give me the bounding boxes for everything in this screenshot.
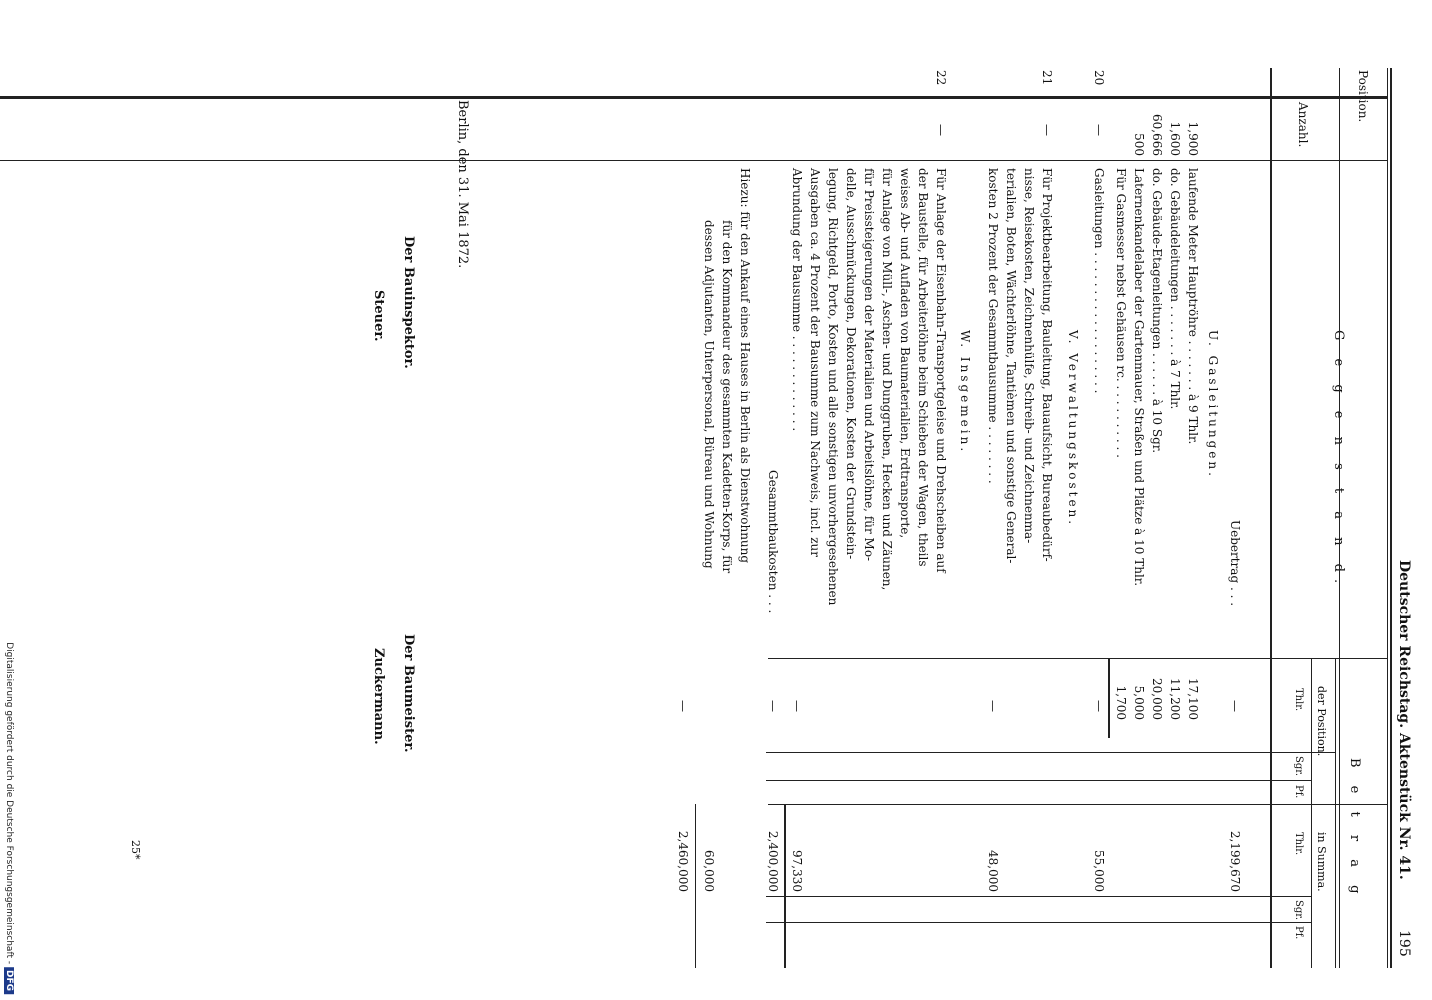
pos22-summa: 97,330: [790, 850, 804, 892]
section-w-heading: W. Insgemein.: [958, 330, 972, 455]
row-text: laufende Meter Hauptröhre . . . . . . . à 9 Thlr.: [1186, 168, 1200, 445]
hiezu-line: für den Kommandeur des gesammten Kadetten-Korps, für: [720, 220, 734, 574]
pos21-line: nisse, Reisekosten, Zeichnenhülfe, Schreib- und Zeichnenma-: [1022, 168, 1036, 544]
gesammt-dash: —: [766, 700, 780, 712]
col-divider-gegenstand: [768, 658, 1388, 659]
pos22-line: Ausgaben ca. 4 Prozent der Bausumme zum Nachweis, incl. zur: [808, 168, 822, 557]
col-sgr-1: Sgr.: [1293, 756, 1304, 777]
pos22-line: der Baustelle, für Arbeiterlöhne beim Schieben der Wagen, theils: [916, 168, 930, 567]
pos20-anzahl: —: [1092, 124, 1106, 136]
pos20-number: 20: [1092, 70, 1106, 86]
row-text: do. Gebäude-Etagenleitungen . . . . . . à 10 Sgr.: [1150, 168, 1164, 454]
pos22-line: Für Anlage der Eisenbahn-Transportgeleise und Drehscheiben auf: [934, 168, 948, 573]
col-pf-1: Pf.: [1293, 785, 1304, 799]
pos21-dash: —: [986, 700, 1000, 712]
pos22-line: für Anlage von Müll-, Aschen- und Dunggruben, Hecken und Zäunen,: [880, 168, 894, 591]
header-rule-bottom: [1387, 68, 1388, 968]
pos21-number: 21: [1040, 70, 1054, 86]
pos22-anzahl: —: [934, 124, 948, 136]
uebertrag-dash: —: [1228, 700, 1242, 712]
row-thlr: 5,000: [1132, 685, 1146, 720]
col-gegenstand-header: G e g e n s t a n d.: [1331, 330, 1346, 591]
pos20-summa: 55,000: [1092, 850, 1106, 892]
row-thlr: 1,700: [1114, 685, 1128, 720]
pos21-line: Für Projektbearbeitung, Bauleitung, Bauaufsicht, Bureaubedürf-: [1040, 168, 1054, 562]
col-divider-anzahl: [0, 160, 1388, 161]
rule-betrag: [1335, 658, 1336, 968]
col-pf-2: Pf.: [1293, 926, 1304, 940]
signature-left-name: Steuer.: [371, 290, 386, 342]
row-thlr: 17,100: [1186, 678, 1200, 720]
pos21-anzahl: —: [1040, 124, 1054, 136]
col-divider-sgr1: [766, 780, 1312, 781]
subtotal-rule: [1108, 658, 1110, 738]
row-text: Für Gasmesser nebst Gehäusen rc. . . . . . . . . . .: [1114, 168, 1128, 458]
sheet-mark: 25*: [129, 840, 142, 860]
pos21-line: kosten 2 Prozent der Gesammtbausumme . . . . . . . .: [986, 168, 1000, 484]
pos20-dash: —: [1092, 700, 1106, 712]
uebertrag-label: Uebertrag . . .: [1228, 520, 1242, 607]
col-betrag-header: B e t r a g: [1347, 758, 1362, 901]
row-anzahl: 60,666: [1150, 114, 1164, 156]
hiezu-summa: 60,000: [702, 850, 716, 892]
col-in-summa-header: in Summa.: [1315, 832, 1328, 892]
col-der-position-header: der Position.: [1315, 686, 1328, 757]
col-thlr-2: Thlr.: [1293, 832, 1304, 856]
place-date: Berlin, den 31. Mai 1872.: [455, 100, 470, 269]
row-anzahl: 1,900: [1186, 121, 1200, 156]
rule-under-position: [1339, 68, 1340, 968]
uebertrag-summa: 2,199,670: [1228, 830, 1242, 892]
pos22-line: weises Ab- und Aufladen von Baumaterialien, Erdtransporte,: [898, 168, 912, 539]
col-divider-sgr2: [766, 922, 1312, 923]
row-text: Laternenkandelaber der Gartenmauer, Straßen und Plätze à 10 Thlr.: [1132, 168, 1146, 587]
dfg-badge: DFG: [4, 967, 14, 994]
pos22-line: legung, Richtgeld, Porto, Kosten und alle sonstigen unvorhergesehenen: [826, 168, 840, 606]
pos22-line: delle, Ausschmückungen, Dekorationen, Kosten der Grundstein-: [844, 168, 858, 560]
pos21-summa: 48,000: [986, 850, 1000, 892]
gesammt-label: Gesammtbaukosten . . .: [766, 470, 780, 614]
col-thlr-1: Thlr.: [1293, 688, 1304, 712]
funding-note: [4, 642, 14, 994]
section-u-heading: U. Gasleitungen.: [1206, 330, 1220, 479]
total-summa: 2,460,000: [676, 830, 690, 892]
signature-left-title: Der Bauinspektor.: [401, 236, 416, 369]
total-rule: [784, 804, 786, 968]
hiezu-line: Hiezu: für den Ankauf eines Hauses in Berlin als Dienstwohnung: [738, 168, 752, 564]
pos20-text: Gasleitungen . . . . . . . . . . . . . . . . . . .: [1092, 168, 1106, 394]
final-rule: [695, 804, 696, 968]
col-anzahl-header: Anzahl.: [1296, 102, 1310, 148]
row-anzahl: 500: [1132, 133, 1146, 156]
rule-subcols: [1311, 658, 1312, 968]
pos22-line: für Preissteigerungen der Materialien und Arbeitslöhne, für Mo-: [862, 168, 876, 562]
section-v-heading: V. Verwaltungskosten.: [1066, 330, 1080, 528]
signature-right-name: Zuckermann.: [371, 648, 386, 745]
pos22-line: Abrundung der Bausumme . . . . . . . . . . . . .: [790, 168, 804, 432]
col-sgr-2: Sgr.: [1293, 900, 1304, 921]
funding-note-text: Digitalisierung gefördert durch die Deutsche Forschungsgemeinschaft -: [4, 642, 14, 965]
row-thlr: 11,200: [1168, 678, 1182, 720]
header-rule-top: [1390, 68, 1392, 968]
total-dash: —: [676, 700, 690, 712]
pos22-number: 22: [934, 70, 948, 86]
col-divider-thlr1: [766, 752, 1336, 753]
row-thlr: 20,000: [1150, 678, 1164, 720]
signature-right-title: Der Baumeister.: [401, 634, 416, 753]
gesammt-summa: 2,400,000: [766, 830, 780, 892]
hiezu-line: dessen Adjutanten, Unterpersonal, Büreau und Wohnung: [702, 220, 716, 569]
running-title: Deutscher Reichstag. Aktenstück Nr. 41.: [1396, 560, 1412, 880]
pos21-line: terialien, Boten, Wächterlöhne, Tantièmen und sonstige General-: [1004, 168, 1018, 564]
row-text: do. Gebäudeleitungen . . . . . . . à 7 Thlr.: [1168, 168, 1182, 410]
col-divider-thlr2: [766, 896, 1312, 897]
rule-under-headers: [1270, 68, 1272, 968]
page-number: 195: [1396, 930, 1412, 957]
col-divider-position: [0, 96, 1388, 99]
row-anzahl: 1,600: [1168, 121, 1182, 156]
col-position-header: Position.: [1356, 70, 1370, 123]
pos22-dash: —: [790, 700, 804, 712]
col-divider-betrag: [768, 804, 1388, 805]
